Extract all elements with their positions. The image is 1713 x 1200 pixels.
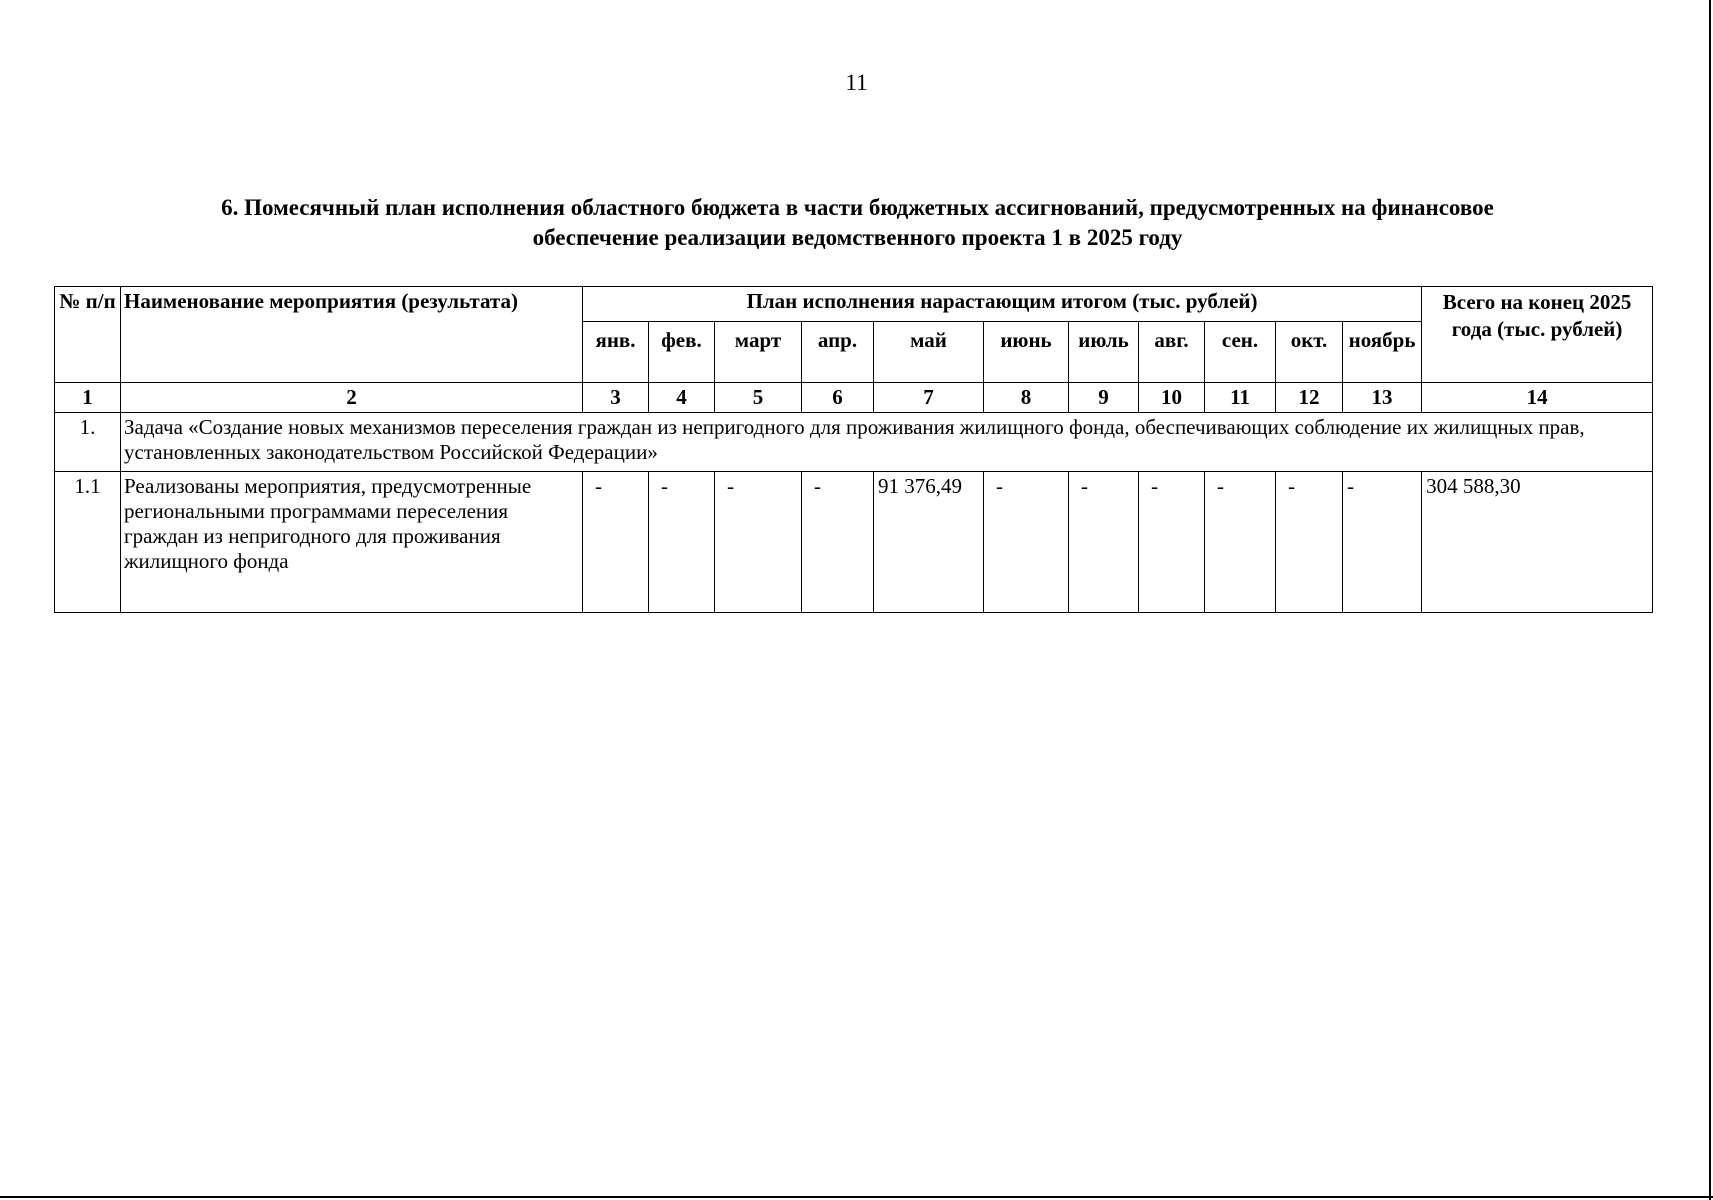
row-month-value: - [1139, 472, 1205, 613]
column-number: 12 [1276, 383, 1343, 413]
header-plan-group: План исполнения нарастающим итогом (тыс. рублей) [583, 287, 1422, 322]
column-number: 8 [984, 383, 1069, 413]
row-total: 304 588,30 [1422, 472, 1653, 613]
header-month: ноябрь [1343, 322, 1422, 383]
row-month-value: - [715, 472, 802, 613]
column-number: 4 [649, 383, 715, 413]
task-num: 1. [55, 413, 121, 472]
header-month: сен. [1205, 322, 1276, 383]
header-month: окт. [1276, 322, 1343, 383]
budget-plan-table [54, 286, 1653, 613]
column-number: 13 [1343, 383, 1422, 413]
column-number: 11 [1205, 383, 1276, 413]
page-number: 11 [845, 70, 868, 95]
column-number: 2 [121, 383, 583, 413]
scan-edge-right [1709, 0, 1711, 1200]
table-row [55, 472, 1653, 613]
header-month: май [874, 322, 984, 383]
row-name: Реализованы мероприятия, предусмотренные региональными программами переселения граждан из непригодного для проживания жилищного фонда [121, 472, 583, 613]
row-num: 1.1 [55, 472, 121, 613]
document-title [100, 193, 1615, 253]
column-number: 14 [1422, 383, 1653, 413]
column-number: 3 [583, 383, 649, 413]
header-num: № п/п [55, 287, 121, 383]
header-month: янв. [583, 322, 649, 383]
task-text: Задача «Создание новых механизмов переселения граждан из непригодного для проживания жилищного фонда, обеспечивающих соблюдение их жилищных прав, установленных законодательством Российской Федерации» [121, 413, 1653, 472]
row-month-value: - [1276, 472, 1343, 613]
column-number: 1 [55, 383, 121, 413]
task-row [55, 413, 1653, 472]
row-month-value: 91 376,49 [874, 472, 984, 613]
scan-edge-bottom [0, 1196, 1713, 1198]
header-month: март [715, 322, 802, 383]
column-number: 5 [715, 383, 802, 413]
header-month: апр. [802, 322, 874, 383]
row-month-value: - [1069, 472, 1139, 613]
document-title-line-2: обеспечение реализации ведомственного проекта 1 в 2025 году [532, 225, 1183, 250]
row-month-value: - [649, 472, 715, 613]
column-number: 9 [1069, 383, 1139, 413]
header-name: Наименование мероприятия (результата) [121, 287, 583, 383]
row-month-value: - [1205, 472, 1276, 613]
header-total: Всего на конец 2025 года (тыс. рублей) [1422, 287, 1653, 383]
document-title-line-1: 6. Помесячный план исполнения областного бюджета в части бюджетных ассигнований, предусмотренных на финансовое [221, 195, 1494, 220]
column-number: 6 [802, 383, 874, 413]
header-month: июнь [984, 322, 1069, 383]
row-month-value: - [984, 472, 1069, 613]
header-month: фев. [649, 322, 715, 383]
column-number: 7 [874, 383, 984, 413]
column-number: 10 [1139, 383, 1205, 413]
row-month-value: - [583, 472, 649, 613]
row-month-value: - [1343, 472, 1422, 613]
header-month: авг. [1139, 322, 1205, 383]
row-month-value: - [802, 472, 874, 613]
header-month: июль [1069, 322, 1139, 383]
